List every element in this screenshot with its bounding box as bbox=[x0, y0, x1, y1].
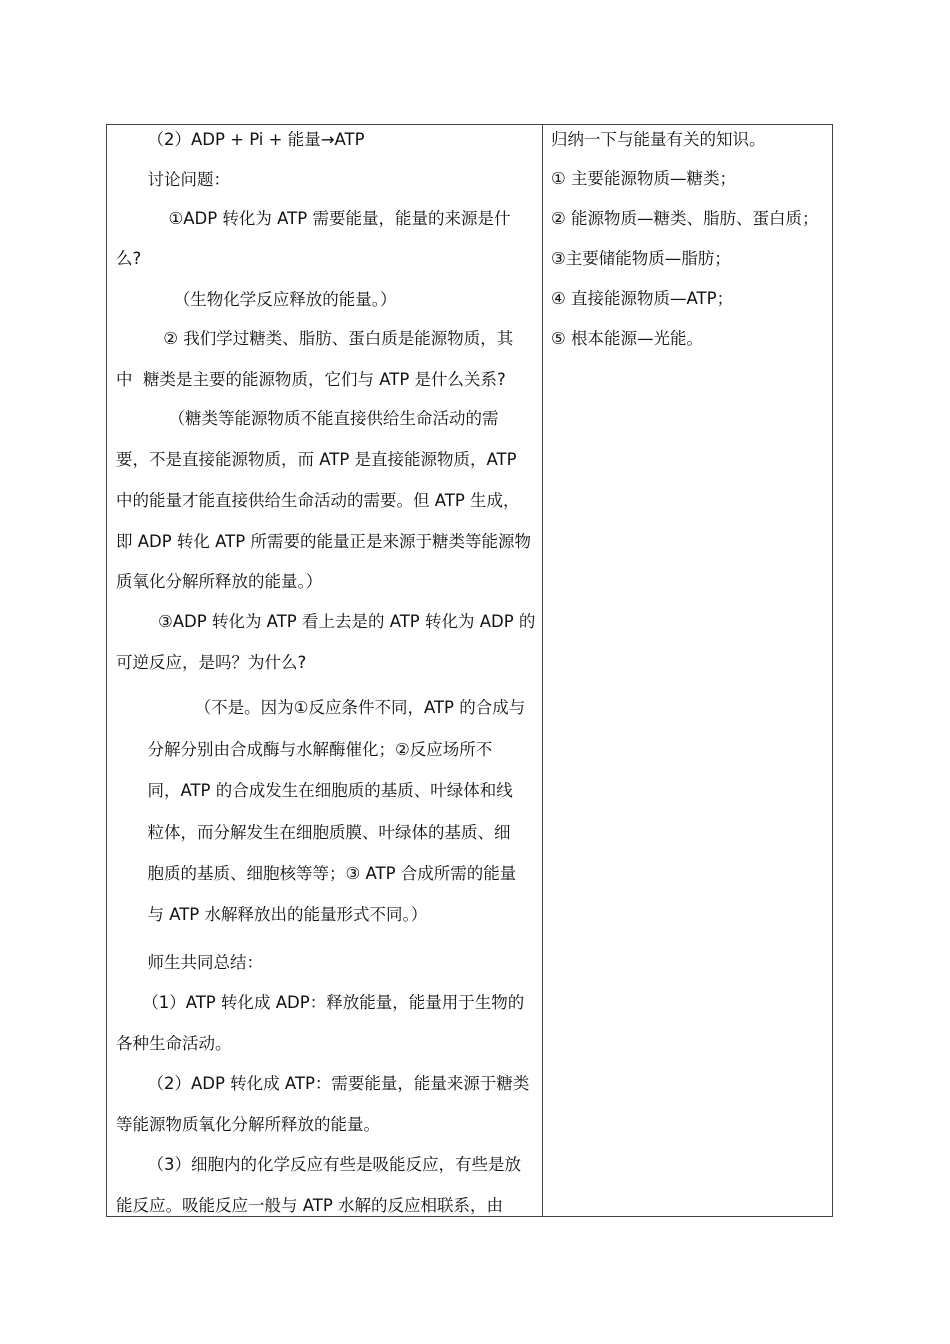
text-line: ① 主要能源物质—糖类； bbox=[551, 169, 737, 188]
text-line: 即 ADP 转化 ATP 所需要的能量正是来源于糖类等能源物 bbox=[116, 532, 531, 551]
text-line: 归纳一下与能量有关的知识。 bbox=[551, 130, 766, 149]
text-line: 与 ATP 水解释放出的能量形式不同。） bbox=[116, 905, 428, 924]
text-line: 师生共同总结： bbox=[116, 953, 263, 972]
text-line: 等能源物质氧化分解所释放的能量。 bbox=[116, 1115, 380, 1134]
text-line: （3）细胞内的化学反应有些是吸能反应，有些是放 bbox=[116, 1155, 521, 1174]
text-line: （1）ATP 转化成 ADP：释放能量，能量用于生物的 bbox=[116, 993, 525, 1012]
text-line: 中 糖类是主要的能源物质，它们与 ATP 是什么关系? bbox=[116, 370, 506, 389]
text-line: 分解分别由合成酶与水解酶催化；②反应场所不 bbox=[116, 740, 493, 759]
text-line: ④ 直接能源物质—ATP； bbox=[551, 289, 734, 308]
text-line: （生物化学反应释放的能量。） bbox=[116, 290, 397, 309]
text-line: 要，不是直接能源物质，而 ATP 是直接能源物质，ATP bbox=[116, 450, 517, 469]
text-line: 中的能量才能直接供给生命活动的需要。但 ATP 生成， bbox=[116, 491, 520, 510]
text-line: （2）ADP 转化成 ATP：需要能量，能量来源于糖类 bbox=[116, 1074, 530, 1093]
text-line: （糖类等能源物质不能直接供给生命活动的需 bbox=[116, 409, 499, 428]
text-line: （不是。因为①反应条件不同，ATP 的合成与 bbox=[116, 698, 526, 717]
text-line: ⑤ 根本能源—光能。 bbox=[551, 329, 704, 348]
text-line: ② 能源物质—糖类、脂肪、蛋白质； bbox=[551, 209, 819, 228]
text-line: 同，ATP 的合成发生在细胞质的基质、叶绿体和线 bbox=[116, 781, 513, 800]
content-table bbox=[106, 124, 833, 1217]
text-line: 各种生命活动。 bbox=[116, 1034, 232, 1053]
text-line: 胞质的基质、细胞核等等；③ ATP 合成所需的能量 bbox=[116, 864, 517, 883]
text-line: ①ADP 转化为 ATP 需要能量，能量的来源是什 bbox=[116, 209, 511, 228]
text-line: ③ADP 转化为 ATP 看上去是的 ATP 转化为 ADP 的 bbox=[116, 612, 536, 631]
text-line: ③主要储能物质—脂肪； bbox=[551, 249, 731, 268]
text-line: 可逆反应，是吗？为什么? bbox=[116, 653, 307, 672]
text-line: 质氧化分解所释放的能量。） bbox=[116, 572, 323, 591]
text-line: 能反应。吸能反应一般与 ATP 水解的反应相联系，由 bbox=[116, 1196, 504, 1215]
text-line: 讨论问题： bbox=[116, 170, 230, 189]
text-line: 么? bbox=[116, 249, 142, 268]
text-line: 粒体，而分解发生在细胞质膜、叶绿体的基质、细 bbox=[116, 823, 511, 842]
column-divider bbox=[542, 125, 543, 1216]
text-line: ② 我们学过糖类、脂肪、蛋白质是能源物质，其 bbox=[116, 329, 514, 348]
text-line: （2）ADP + Pi + 能量→ATP bbox=[116, 130, 365, 149]
